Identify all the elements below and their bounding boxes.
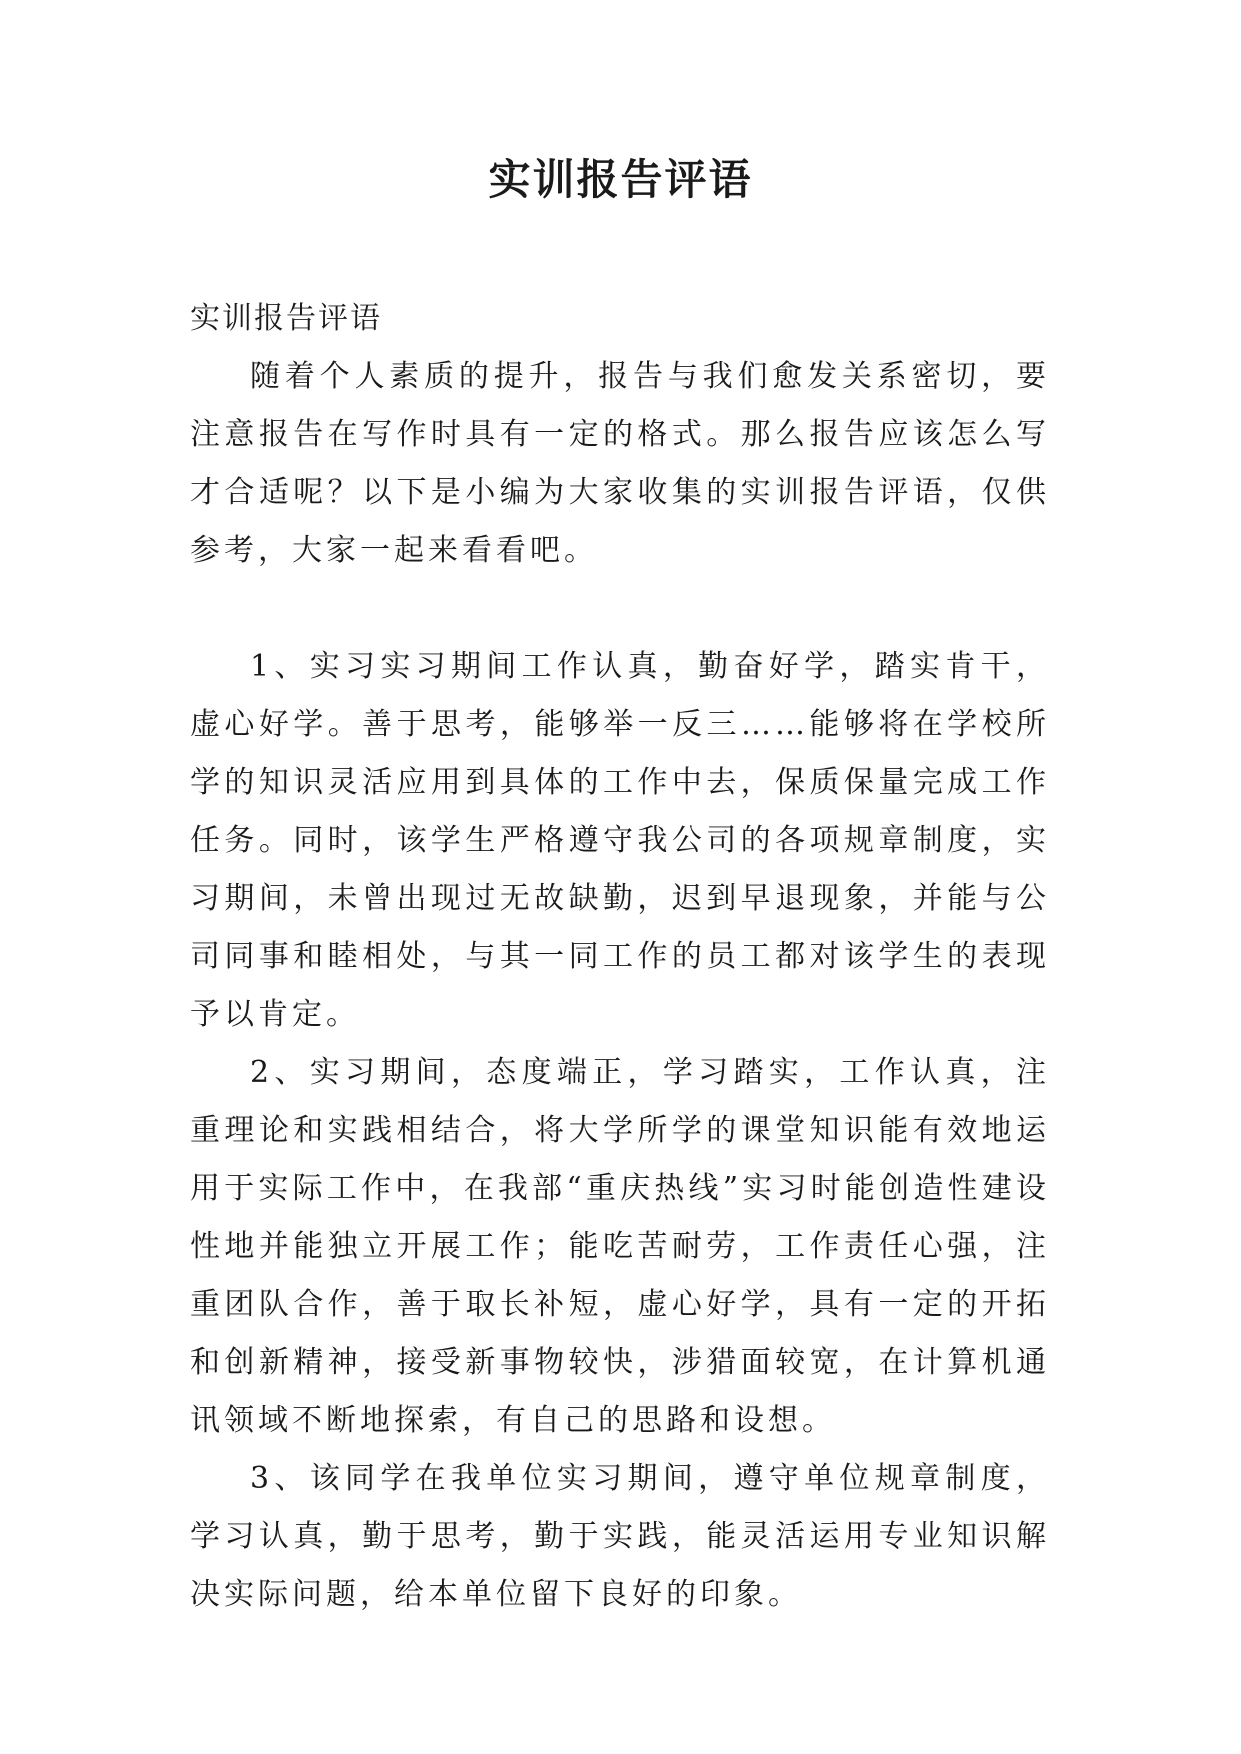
- document-title: 实训报告评语: [488, 155, 753, 204]
- comment-item-2: 2、实习期间，态度端正，学习踏实，工作认真，注重理论和实践相结合，将大学所学的课堂知识能有效地运用于实际工作中，在我部“重庆热线”实习时能创造性建设性地并能独立开展工作；能吃苦耐劳，工作责任心强，注重团队合作，善于取长补短，虚心好学，具有一定的开拓和创新精神，接受新事物较快，涉猎面较宽，在计算机通讯领域不断地探索，有自己的思路和设想。: [190, 1055, 1050, 1438]
- document-body: [190, 290, 1050, 1624]
- paragraph-spacer: [190, 580, 1050, 638]
- comment-item-1: 1、实习实习期间工作认真，勤奋好学，踏实肯干，虚心好学。善于思考，能够举一反三……能够将在学校所学的知识灵活应用到具体的工作中去，保质保量完成工作任务。同时，该学生严格遵守我公司的各项规章制度，实习期间，未曾出现过无故缺勤，迟到早退现象，并能与公司同事和睦相处，与其一同工作的员工都对该学生的表现予以肯定。: [190, 649, 1050, 1032]
- intro-paragraph: 随着个人素质的提升，报告与我们愈发关系密切，要注意报告在写作时具有一定的格式。那么报告应该怎么写才合适呢？以下是小编为大家收集的实训报告评语，仅供参考，大家一起来看看吧。: [190, 359, 1050, 568]
- document-subtitle: 实训报告评语: [190, 301, 382, 336]
- comment-item-3: 3、该同学在我单位实习期间，遵守单位规章制度，学习认真，勤于思考，勤于实践，能灵活运用专业知识解决实际问题，给本单位留下良好的印象。: [190, 1461, 1050, 1612]
